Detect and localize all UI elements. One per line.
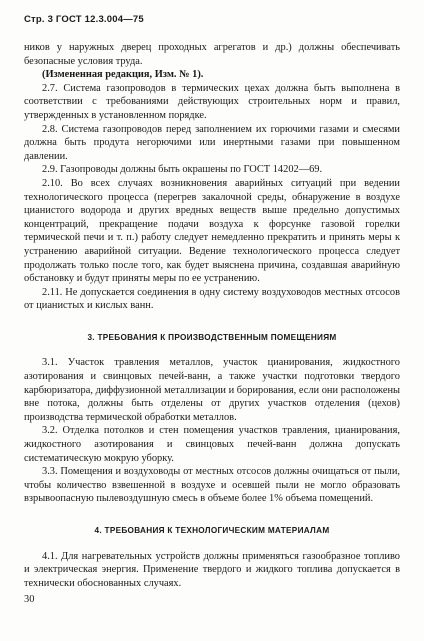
paragraph-3-2: 3.2. Отделка потолков и стен помещения участков травления, цианирования, жидкостного азотирования и свинцовых печей-ванн должна допускать систематическую мокрую уборку. <box>24 425 400 464</box>
paragraph-2-8: 2.8. Система газопроводов перед заполнением их горючими газами и смесями должна быть продута негорючими или инертными газами при повышенном давлении. <box>24 123 400 162</box>
section-3-title: 3. ТРЕБОВАНИЯ К ПРОИЗВОДСТВЕННЫМ ПОМЕЩЕНИЯМ <box>87 332 337 342</box>
paragraph-2-7: 2.7. Система газопроводов в термических цехах должна быть выполнена в соответствии с требованиями действующих строительных норм и правил, утвержденных в установленном порядке. <box>24 82 400 121</box>
section-4-title: 4. ТРЕБОВАНИЯ К ТЕХНОЛОГИЧЕСКИМ МАТЕРИАЛАМ <box>94 526 330 535</box>
paragraph-2-9: 2.9. Газопроводы должны быть окрашены по ГОСТ 14202—69. <box>42 164 323 176</box>
amendment-note: (Измененная редакция, Изм. № 1). <box>42 69 204 81</box>
paragraph-continuation: ников у наружных дверец проходных агрегатов и др.) должны обеспечивать безопасные условия труда. <box>24 42 400 67</box>
page-number: 30 <box>24 594 35 605</box>
paragraph-3-3: 3.3. Помещения и воздуховоды от местных отсосов должны очищаться от пыли, чтобы количество взвешенной в воздухе и осевшей пыли не могло образовать взрывоопасную пылевоздушную смесь в объеме более 1% объема помещений. <box>24 466 400 505</box>
page-header: Стр. 3 ГОСТ 12.3.004—75 <box>24 14 144 25</box>
paragraph-3-1: 3.1. Участок травления металлов, участок цианирования, жидкостного азотирования и свинцовых печей-ванн, а также участки подготовки твердого карбюризатора, диффузионной металлизации и борирования, если они расположены вне потока, должны быть отделены от других участков отделения (цехов) производства термической обработки металлов. <box>24 357 400 423</box>
paragraph-2-11: 2.11. Не допускается соединения в одну систему воздуховодов местных отсосов от цианистых и кислых ванн. <box>24 286 400 312</box>
paragraph-4-1: 4.1. Для нагревательных устройств должны применяться газообразное топливо и электрическая энергия. Применение твердого и жидкого топлива допускается в технически обоснованных случаях. <box>24 550 400 589</box>
document-body <box>24 41 400 590</box>
paragraph-2-10: 2.10. Во всех случаях возникновения аварийных ситуаций при ведении технологического процесса (перегрев закалочной среды, обнаружение в воздухе цианистого водорода и других вредных веществ выше предельно допустимых концентраций, прекращение подачи воздуха к форсунке газовой горелки термической печи и т. п.) работу следует немедленно прекратить и принять меры к устранению аварийной ситуации. Ведение технологического процесса следует продолжать только после того, как будет выяснена причина, создавшая аварийную обстановку и будут приняты меры по ее устранению. <box>24 177 400 285</box>
